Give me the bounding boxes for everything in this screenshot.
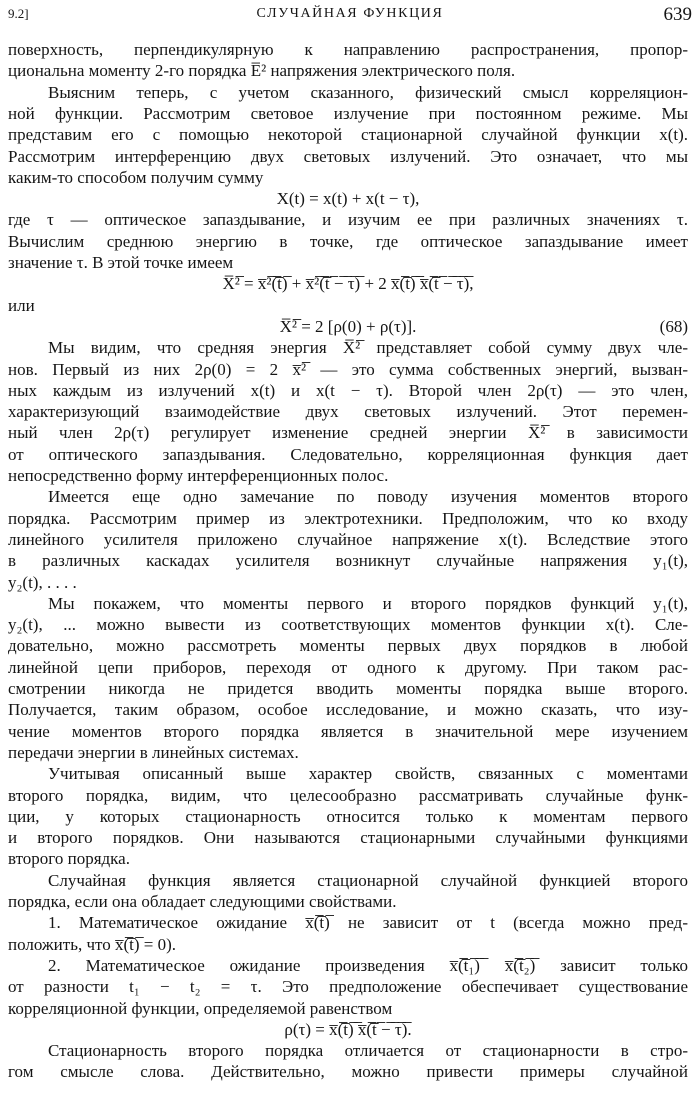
text-line: непосредственно форму интерференционных полос.: [8, 466, 389, 485]
text-line: ной функции. Рассмотрим световое излучение при постоянном режиме. Мы: [8, 103, 688, 123]
text-line: и второго порядков. Они называются стационарными случайными функциями: [8, 828, 688, 848]
text-line: от разности t₁ − t₂ = τ. Это предположение обеспечивает существование: [8, 977, 688, 997]
equation: X(t) = x(t) + x(t − τ),: [276, 189, 420, 209]
text-line: второго порядка, видим, что целесообразно рассматривать случайные функ-: [8, 785, 688, 805]
page-number: 639: [663, 4, 692, 25]
equation-body: X̅²̅ = 2 [ρ(0) + ρ(τ)].: [279, 316, 417, 336]
text-line: Рассмотрим интерференцию двух световых излучений. Это означает, что мы: [8, 146, 688, 166]
section-number: 9.2]: [8, 6, 29, 21]
equation-number: (68): [659, 316, 688, 336]
text-line: поверхность, перпендикулярную к направлению распространения, пропор-: [8, 40, 688, 59]
text-line: линейной цепи приборов, переходя от одного к другому. При таком рас-: [8, 657, 688, 677]
text-line: Мы видим, что средняя энергия X̅²̅ представляет собой сумму двух чле-: [48, 338, 688, 358]
text-line: где τ — оптическое запаздывание, и изучим ее при различных значениях τ.: [8, 210, 688, 230]
text-line: корреляционной функции, определяемой равенством: [8, 998, 393, 1018]
text-line: характеризующий взаимодействие двух световых излучений. Этот перемен-: [8, 402, 688, 422]
text-line: чение моментов второго порядка является в значительной мере изучением: [8, 721, 688, 741]
text-line: порядка, если она обладает следующими свойствами.: [8, 892, 397, 911]
text-line: Вычислим среднюю энергию в точке, где оптическое запаздывание имеет: [8, 231, 688, 251]
text-line: значение τ. В этой точке имеем: [8, 253, 234, 272]
text-line: y₂(t), ... можно вывести из соответствующих моментов функции x(t). Сле-: [8, 615, 688, 635]
text-line: нов. Первый из них 2ρ(0) = 2 x̅²̅ — это сумма собственных энергий, вызван-: [8, 359, 688, 379]
text-line: ный член 2ρ(τ) регулирует изменение средней энергии X̅²̅ в зависимости: [8, 423, 688, 443]
text-line: ных каждым из излучений x(t) и x(t − τ). Второй член 2ρ(τ) — это член,: [8, 380, 688, 400]
text-line: в различных каскадах усилителя возникнут случайные напряжения y₁(t),: [8, 551, 688, 571]
text-line: Выясним теперь, с учетом сказанного, физический смысл корреляцион-: [48, 82, 688, 102]
equation: ρ(τ) = x̅(̅t̅)̅ ̅x̅(̅t̅ ̅−̅ ̅τ̅)̅.: [284, 1019, 412, 1039]
text-line: смотрении никогда не придется вводить моменты порядка выше второго.: [8, 679, 688, 698]
running-header: [8, 6, 692, 24]
text-line: Стационарность второго порядка отличается от стационарности в стро-: [48, 1041, 688, 1061]
chapter-title: СЛУЧАЙНАЯ ФУНКЦИЯ: [256, 6, 444, 21]
list-item-2: 2. Математическое ожидание произведения x̅(̅t̅₁̅)̅ ̅x̅(̅t̅₂̅)̅ зависит только: [48, 955, 688, 975]
text-line: циональна моменту 2-го порядка E̅² напряжения электрического поля.: [8, 61, 516, 81]
text-line: представим его с помощью некоторой стационарной случайной функции x(t).: [8, 125, 688, 145]
text-line: порядка. Рассмотрим пример из электротехники. Предположим, что ко входу: [8, 508, 688, 528]
text-line: Мы покажем, что моменты первого и второго порядков функций y₁(t),: [48, 593, 688, 613]
equation-68: [8, 317, 688, 338]
list-item-1: 1. Математическое ожидание x̅(̅t̅)̅ не зависит от t (всегда можно пред-: [48, 913, 688, 933]
text-line: Учитывая описанный выше характер свойств, связанных с моментами: [48, 764, 688, 784]
text-line: y₂(t), . . . .: [8, 572, 77, 592]
text-line: каким-то способом получим сумму: [8, 167, 264, 187]
text-line: Случайная функция является стационарной случайной функцией второго: [48, 870, 688, 890]
text-line: передачи энергии в линейных системах.: [8, 742, 299, 762]
text-line: Получается, таким образом, особое исследование, и можно сказать, что изу-: [8, 700, 688, 720]
text-line: положить, что x̅(̅t̅)̅ = 0).: [8, 934, 177, 954]
text-line: довательно, можно рассмотреть моменты первых двух порядков в любой: [8, 636, 688, 656]
text-line: ции, у которых стационарность относится только к моментам первого: [8, 806, 688, 826]
text-line: второго порядка.: [8, 849, 130, 869]
text-line: Имеется еще одно замечание по поводу изучения моментов второго: [48, 487, 688, 507]
text-line: от оптического запаздывания. Следовательно, корреляционная функция дает: [8, 444, 688, 464]
text-line: или: [8, 295, 35, 315]
equation: X̅²̅ = x̅²̅(̅t̅)̅ + x̅²̅(̅t̅ ̅−̅ ̅τ̅)̅ + 2 x̅(̅t̅)̅ ̅x̅(̅t̅ ̅−̅ ̅τ̅)̅,: [222, 274, 474, 294]
text-line: гом смысле слова. Действительно, можно привести примеры случайной: [8, 1062, 688, 1082]
text-line: линейного усилителя приложено случайное напряжение x(t). Вследствие этого: [8, 529, 688, 549]
